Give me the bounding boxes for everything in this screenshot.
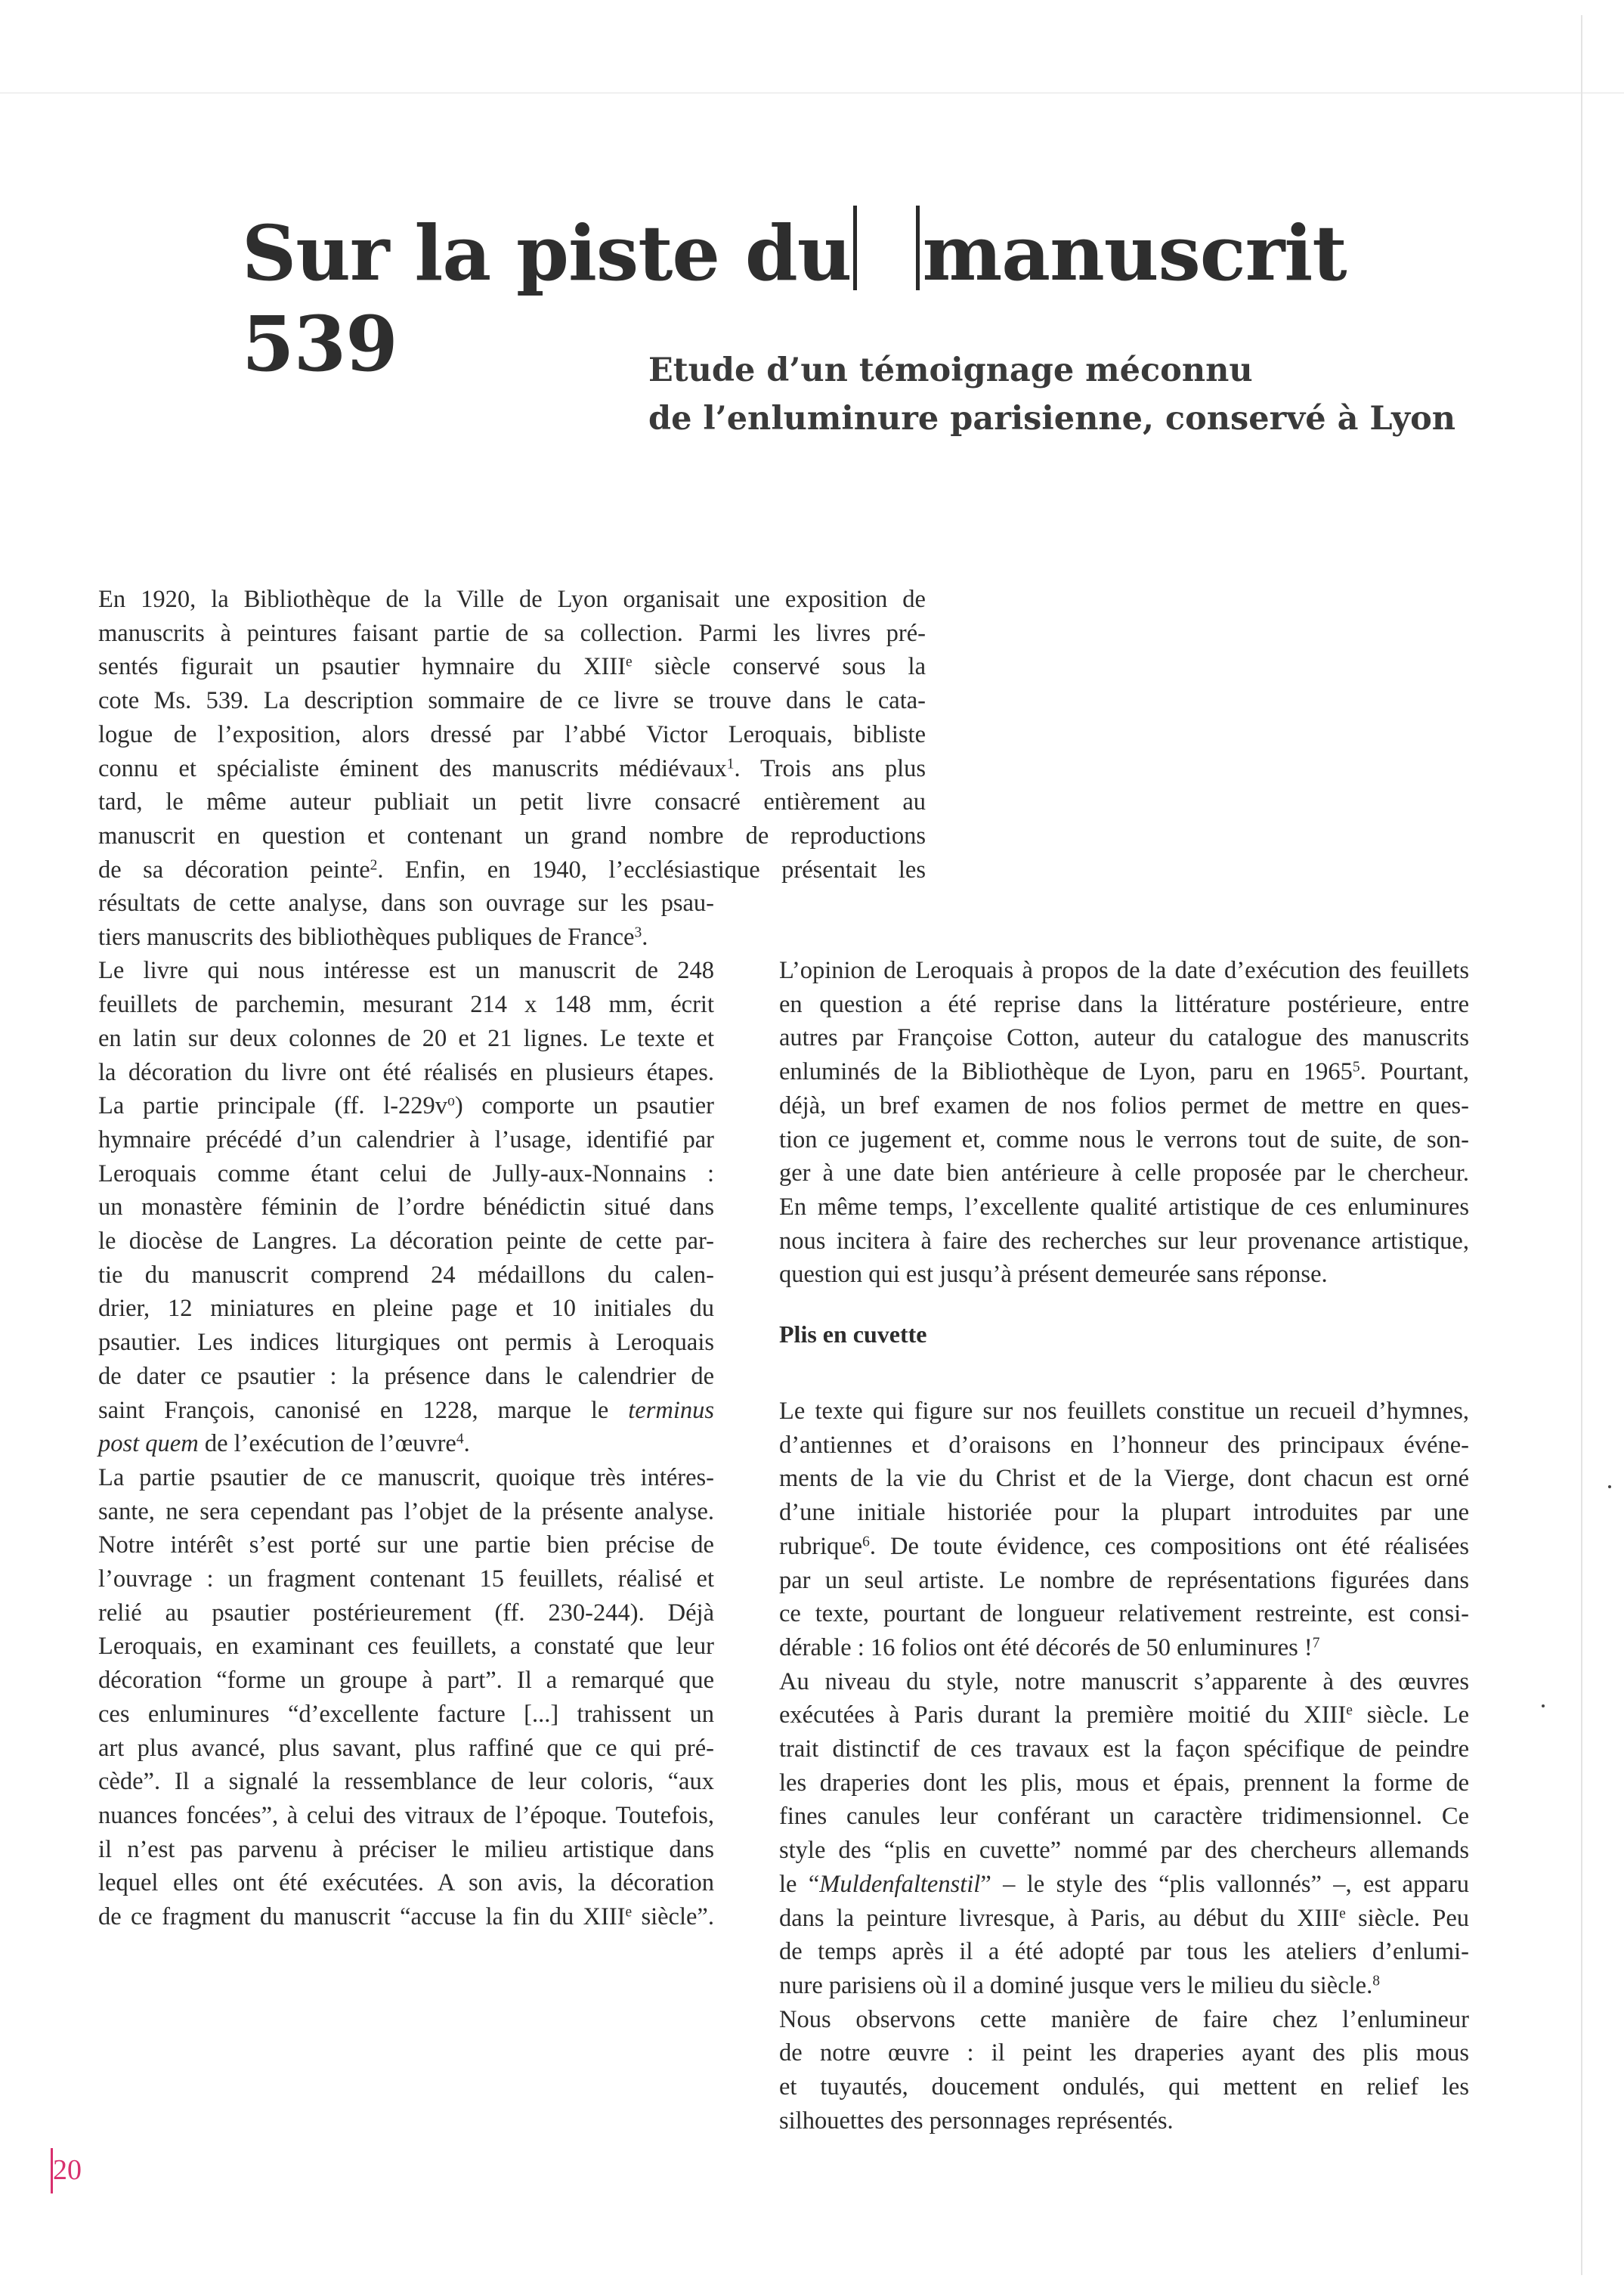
text-line: d’antiennes et d’oraisons en l’honneur des principaux événe- xyxy=(779,1431,1469,1459)
text-line: en latin sur deux colonnes de 20 et 21 lignes. Le texte et xyxy=(98,1024,714,1052)
footnote-ref: 7 xyxy=(1312,1635,1320,1652)
page-number: 20 xyxy=(53,2154,82,2186)
text-line: Leroquais comme étant celui de Jully-aux-Nonnains : xyxy=(98,1159,714,1187)
text-line: et tuyautés, doucement ondulés, qui mettent en relief les xyxy=(779,2073,1469,2101)
text-line: silhouettes des personnages représentés. xyxy=(779,2107,1174,2135)
text-line: de notre œuvre : il peint les draperies ayant des plis mous xyxy=(779,2039,1469,2067)
text-line: Le texte qui figure sur nos feuillets constitue un recueil d’hymnes, xyxy=(779,1398,1469,1425)
right-column-paragraph-1 xyxy=(779,954,1469,1292)
article-subtitle xyxy=(648,346,1555,443)
text-line: saint François, canonisé en 1228, marque le terminus xyxy=(98,1396,715,1424)
text-line: sentés figurait un psautier hymnaire du XIIIe siècle conservé sous la xyxy=(98,653,926,681)
right-margin-rule xyxy=(1581,15,1582,2275)
text-line: le “Muldenfaltenstil” – le style des “plis vallonnés” –, est apparu xyxy=(779,1870,1469,1898)
text-line: drier, 12 miniatures en pleine page et 10 initiales du xyxy=(98,1295,714,1323)
text-line: sante, ne sera cependant pas l’objet de la présente analyse. xyxy=(98,1497,714,1525)
text-line: Notre intérêt s’est porté sur une partie bien précise de xyxy=(98,1531,714,1559)
text-line: ces enluminures “d’excellente facture [...] trahissent un xyxy=(98,1700,714,1728)
text-line: manuscrit en question et contenant un grand nombre de reproductions xyxy=(98,822,926,850)
text-line: dérable : 16 folios ont été décorés de 50 enluminures !$^7$ xyxy=(779,1633,1320,1661)
scan-speck xyxy=(1608,1485,1611,1488)
text-line: l’ouvrage : un fragment contenant 15 feuillets, réalisé et xyxy=(98,1565,714,1593)
text-line: La partie principale (ff. $l-229v^o$) comporte un psautier xyxy=(98,1092,714,1120)
text-line: logue de l’exposition, alors dressé par l’abbé Victor Leroquais, bibliste xyxy=(98,720,926,748)
text-line: d’une initiale historiée pour la plupart introduites par une xyxy=(779,1499,1469,1527)
text-line: tard, le même auteur publiait un petit livre consacré entièrement au xyxy=(98,788,926,816)
text-line: hymnaire précédé d’un calendrier à l’usage, identifié par xyxy=(98,1125,714,1153)
text-line: La partie psautier de ce manuscrit, quoique très intéres- xyxy=(98,1463,714,1491)
text-line: tie du manuscrit comprend 24 médaillons du calen- xyxy=(98,1261,714,1289)
text-line: Leroquais, en examinant ces feuillets, a constaté que leur xyxy=(98,1633,714,1661)
text-line: exécutées à Paris durant la première moitié du XIIIe siècle. Le xyxy=(779,1701,1469,1729)
footnote-ref: 5 xyxy=(1352,1059,1360,1076)
text-line: cote Ms. 539. La description sommaire de ce livre se trouve dans le cata- xyxy=(98,687,926,715)
footnote-ref: 6 xyxy=(862,1534,870,1550)
footnote-ref: 8 xyxy=(1372,1973,1380,1989)
text-line: par un seul artiste. Le nombre de représentations figurées dans xyxy=(779,1566,1469,1594)
text-line: de ce fragment du manuscrit “accuse la fin du XIIIe siècle”. xyxy=(98,1903,714,1931)
text-line: L’opinion de Leroquais à propos de la date d’exécution des feuillets xyxy=(779,957,1469,984)
text-line: déjà, un bref examen de nos folios permet de mettre en ques- xyxy=(779,1091,1469,1119)
scan-speck xyxy=(1542,1704,1545,1707)
text-line: connu et spécialiste éminent des manuscrits médiévaux$^1$. Trois ans plus xyxy=(98,754,926,782)
text-line: le diocèse de Langres. La décoration peinte de cette par- xyxy=(98,1227,714,1255)
text-line: Le livre qui nous intéresse est un manuscrit de 248 xyxy=(98,957,714,985)
section-heading: Plis en cuvette xyxy=(779,1320,927,1348)
top-rule xyxy=(0,92,1624,94)
text-line: post quem de l’exécution de l’œuvre$^4$. xyxy=(98,1430,470,1458)
text-line: ce texte, pourtant de longueur relativement restreinte, est consi- xyxy=(779,1600,1469,1628)
text-line: psautier. Les indices liturgiques ont permis à Leroquais xyxy=(98,1329,714,1357)
text-line: de temps après il a été adopté par tous les ateliers d’enlumi- xyxy=(779,1938,1469,1966)
text-line: relié au psautier postérieurement (ff. 230-244). Déjà xyxy=(98,1599,714,1627)
footnote-ref: 4 xyxy=(456,1431,464,1447)
intro-paragraph xyxy=(98,583,926,887)
text-line: de dater ce psautier : la présence dans le calendrier de xyxy=(98,1362,714,1390)
text-line: nuances foncées”, à celui des vitraux de l’époque. Toutefois, xyxy=(98,1801,714,1829)
text-line: nous incitera à faire des recherches sur leur provenance artistique, xyxy=(779,1227,1469,1255)
text-line: manuscrits à peintures faisant partie de sa collection. Parmi les livres pré- xyxy=(98,619,926,647)
text-line: résultats de cette analyse, dans son ouvrage sur les psau- xyxy=(98,890,714,917)
title-part-1: Sur la piste du xyxy=(242,209,852,298)
text-line: En même temps, l’excellente qualité artistique de ces enluminures xyxy=(779,1193,1469,1221)
text-line: lequel elles ont été exécutées. A son avis, la décoration xyxy=(98,1869,714,1897)
text-line: dans la peinture livresque, à Paris, au début du XIIIe siècle. Peu xyxy=(779,1904,1470,1932)
title-part-2: manuscrit 539 xyxy=(242,209,1347,389)
text-line: en question a été reprise dans la littérature postérieure, entre xyxy=(779,990,1469,1018)
text-line: tion ce jugement et, comme nous le verrons tout de suite, de son- xyxy=(779,1125,1469,1153)
title-cursor-mark xyxy=(853,206,857,290)
footnote-ref: 2 xyxy=(370,856,378,873)
text-line: les draperies dont les plis, mous et épais, prennent la forme de xyxy=(779,1769,1469,1797)
text-line: En 1920, la Bibliothèque de la Ville de Lyon organisait une exposition de xyxy=(98,586,926,613)
text-line: il n’est pas parvenu à préciser le milieu artistique dans xyxy=(98,1835,714,1863)
left-column-text xyxy=(98,887,714,1934)
footnote-ref: 3 xyxy=(634,924,642,940)
text-line: Nous observons cette manière de faire chez l’enlumineur xyxy=(779,2005,1469,2033)
text-line: ments de la vie du Christ et de la Vierge, dont chacun est orné xyxy=(779,1465,1469,1493)
text-line: la décoration du livre ont été réalisés en plusieurs étapes. xyxy=(98,1058,714,1086)
text-line: question qui est jusqu’à présent demeurée sans réponse. xyxy=(779,1261,1328,1289)
subtitle-line-2: de l’enluminure parisienne, conservé à Lyon xyxy=(648,400,1456,438)
text-line: autres par Françoise Cotton, auteur du catalogue des manuscrits xyxy=(779,1024,1469,1052)
text-line: cède”. Il a signalé la ressemblance de leur coloris, “aux xyxy=(98,1768,714,1796)
text-line: art plus avancé, plus savant, plus raffiné que ce qui pré- xyxy=(98,1734,714,1762)
text-line: Au niveau du style, notre manuscrit s’apparente à des œuvres xyxy=(779,1667,1469,1695)
text-line: de sa décoration peinte$^2$. Enfin, en 1940, l’ecclésiastique présentait les xyxy=(98,856,926,884)
text-line: rubrique$^6$. De toute évidence, ces compositions ont été réalisées xyxy=(779,1532,1469,1560)
text-line: ger à une date bien antérieure à celle proposée par le chercheur. xyxy=(779,1159,1469,1187)
text-line: style des “plis en cuvette” nommé par des chercheurs allemands xyxy=(779,1837,1469,1865)
right-column-paragraph-2 xyxy=(779,1395,1469,2138)
title-cursor-mark xyxy=(916,206,920,290)
subtitle-line-1: Etude d’un témoignage méconnu xyxy=(648,351,1253,389)
text-line: feuillets de parchemin, mesurant 214 x 148 mm, écrit xyxy=(98,991,714,1019)
text-line: fines canules leur conférant un caractère tridimensionnel. Ce xyxy=(779,1803,1469,1831)
text-line: décoration “forme un groupe à part”. Il a remarqué que xyxy=(98,1667,714,1695)
text-line: un monastère féminin de l’ordre bénédictin situé dans xyxy=(98,1193,714,1221)
text-line: nure parisiens où il a dominé jusque vers le milieu du siècle.$^8$ xyxy=(779,1971,1380,1999)
text-line: tiers manuscrits des bibliothèques publiques de France$^3$. xyxy=(98,923,648,951)
text-line: trait distinctif de ces travaux est la façon spécifique de peindre xyxy=(779,1735,1469,1763)
text-line: enluminés de la Bibliothèque de Lyon, paru en 1965$^5$. Pourtant, xyxy=(779,1058,1469,1086)
footnote-ref: 1 xyxy=(726,755,735,772)
